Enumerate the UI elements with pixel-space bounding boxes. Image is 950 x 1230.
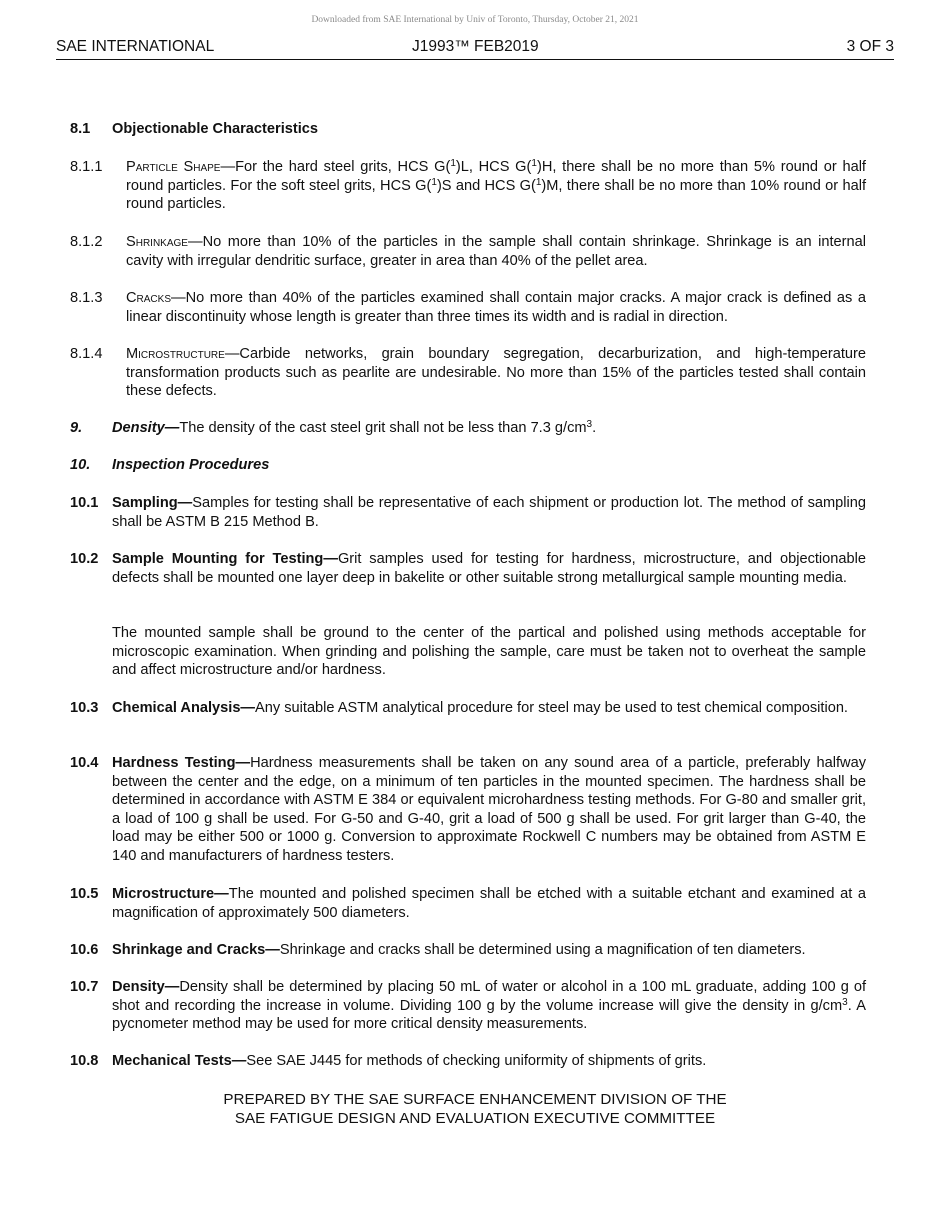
section-title: Chemical Analysis— <box>112 700 256 716</box>
section-number: 10.5 <box>70 886 99 902</box>
section-10-6 <box>70 941 866 960</box>
section-text <box>112 494 866 531</box>
text-run: —No more than 10% of the particles in the sample shall contain shrinkage. Shrinkage is an internal cavity with irregular dendritic surface, greater in area than 40% of the pellet area. <box>126 234 866 269</box>
superscript: 3 <box>586 419 593 430</box>
section-number: 10. <box>70 457 91 473</box>
text-run: Hardness measurements shall be taken on any sound area of a particle, preferably halfway between the center and the edge, on a minimum of ten particles in the mounted specimen. The hardness shall be determined in accordance with ASTM E 384 or equivalent microhardness testing methods. For G-80 and smaller grit, a load of 100 g shall be used. For G-50 and G-40, grit a load of 500 g shall be used. For grit larger than G-40, the load may be either 500 or 1000 g. Conversion to approximate Rockwell C numbers may be obtained from ASTM E 140 and manufacturers of hardness testers. <box>112 755 866 864</box>
text-run: )S and HCS G( <box>436 177 536 194</box>
section-number: 8.1.4 <box>70 346 103 362</box>
section-8-1-4 <box>70 345 866 401</box>
section-title: Objectionable Characteristics <box>112 121 319 137</box>
text-run: Shrinkage and cracks shall be determined using a magnification of ten diameters. <box>279 942 806 958</box>
text-run: Density shall be determined by placing 50 mL of water or alcohol in a 100 mL graduate, adding 100 g of shot and recording the increase in volume. Dividing 100 g by the volume increase will give the density in g/cm <box>112 979 866 1014</box>
section-10-2-paragraph-2: The mounted sample shall be ground to the center of the partical and polished using methods acceptable for microscopic examination. When grinding and polishing the sample, care must be taken not to overheat the sample and affect microstructure and/or hardness. <box>112 625 866 679</box>
section-8-1-3 <box>70 289 866 326</box>
section-10-5 <box>70 885 866 922</box>
prepared-by-footer <box>0 1090 950 1128</box>
section-number: 10.4 <box>70 755 99 771</box>
section-title: Hardness Testing— <box>112 755 251 771</box>
section-number: 8.1.3 <box>70 290 103 306</box>
term: Shrinkage <box>126 234 188 250</box>
section-title: Microstructure— <box>112 886 229 902</box>
text-run: . A pycnometer method may be used for more critical density measurements. <box>112 997 866 1033</box>
term: Microstructure <box>126 346 225 362</box>
footnote-ref: 1 <box>450 158 456 169</box>
footer-line-2: SAE FATIGUE DESIGN AND EVALUATION EXECUTIVE COMMITTEE <box>234 1110 716 1127</box>
section-10-heading <box>70 456 866 475</box>
section-number: 8.1.2 <box>70 234 103 250</box>
footer-line-1: PREPARED BY THE SAE SURFACE ENHANCEMENT DIVISION OF THE <box>223 1091 727 1108</box>
section-10-4 <box>70 754 866 866</box>
section-9 <box>70 419 866 438</box>
section-text <box>112 419 866 438</box>
section-title: Density— <box>112 979 180 995</box>
section-number: 8.1.1 <box>70 159 103 175</box>
section-number: 10.8 <box>70 1053 99 1069</box>
section-text <box>126 233 866 270</box>
section-10-2 <box>70 550 866 587</box>
page-header <box>56 38 894 60</box>
header-page-number: 3 OF 3 <box>846 38 894 55</box>
section-number: 10.7 <box>70 979 99 995</box>
section-title: Sample Mounting for Testing— <box>112 551 338 567</box>
section-title: Mechanical Tests— <box>112 1053 247 1069</box>
footnote-ref: 1 <box>535 176 542 188</box>
section-number: 10.3 <box>70 700 99 716</box>
header-document-id: J1993™ FEB2019 <box>412 38 539 55</box>
section-number: 9. <box>70 420 83 436</box>
text-run: )M, there shall be no more than 10% round or half round particles. <box>126 177 866 213</box>
footnote-ref: 1 <box>431 176 437 188</box>
section-number: 8.1 <box>70 121 91 137</box>
text-run: Any suitable ASTM analytical procedure for steel may be used to test chemical composition. <box>255 700 848 716</box>
text-run: . <box>592 420 597 436</box>
section-10-8 <box>70 1052 866 1071</box>
text-run: —No more than 40% of the particles examined shall contain major cracks. A major crack is defined as a linear discontinuity whose length is greater than three times its width and is radial in direction. <box>126 290 866 325</box>
superscript: 3 <box>842 996 848 1008</box>
section-10-1 <box>70 494 866 531</box>
section-title: Density— <box>112 420 180 436</box>
text-run: )H, there shall be no more than 5% round or half round particles. For the soft steel grits, HCS G( <box>126 159 866 194</box>
section-text <box>112 699 866 718</box>
section-text <box>112 550 866 587</box>
text-run: See SAE J445 for methods of checking uniformity of shipments of grits. <box>246 1053 707 1069</box>
section-text <box>112 885 866 922</box>
text-run: —For the hard steel grits, HCS G( <box>220 159 451 175</box>
section-title: Inspection Procedures <box>112 457 270 473</box>
section-10-3 <box>70 699 866 718</box>
section-text <box>112 754 866 866</box>
text-run: The density of the cast steel grit shall not be less than 7.3 g/cm <box>179 420 587 436</box>
section-text <box>112 978 866 1034</box>
term: Cracks <box>126 290 171 306</box>
section-text <box>112 941 866 960</box>
section-text <box>126 158 866 214</box>
header-publisher: SAE INTERNATIONAL <box>56 38 215 55</box>
section-8-1-2 <box>70 233 866 270</box>
section-number: 10.6 <box>70 942 99 958</box>
section-10-7 <box>70 978 866 1034</box>
text-run: The mounted and polished specimen shall be etched with a suitable etchant and examined at a magnification of approximately 500 diameters. <box>112 886 866 921</box>
section-title: Sampling— <box>112 495 193 511</box>
download-watermark: Downloaded from SAE International by Univ of Toronto, Thursday, October 21, 2021 <box>311 15 639 25</box>
section-number: 10.2 <box>70 551 99 567</box>
section-text <box>112 1052 866 1071</box>
term: Particle Shape <box>126 159 221 175</box>
section-text <box>126 289 866 326</box>
text-run: Grit samples used for testing for hardness, microstructure, and objectionable defects shall be mounted one layer deep in bakelite or other suitable strong metallurgical sample mounting media. <box>112 551 866 586</box>
text-run: Samples for testing shall be representative of each shipment or production lot. The method of sampling shall be ASTM B 215 Method B. <box>112 495 866 530</box>
section-number: 10.1 <box>70 495 99 511</box>
section-8-1-heading <box>70 120 866 139</box>
text-run: —Carbide networks, grain boundary segregation, decarburization, and high-temperature transformation products such as pearlite are undesirable. No more than 15% of the particles tested shall contain these defects. <box>126 346 866 400</box>
section-8-1-1 <box>70 158 866 214</box>
footnote-ref: 1 <box>531 158 537 169</box>
text-run: )L, HCS G( <box>455 159 532 175</box>
section-text <box>126 345 866 401</box>
section-title: Shrinkage and Cracks— <box>112 942 280 958</box>
